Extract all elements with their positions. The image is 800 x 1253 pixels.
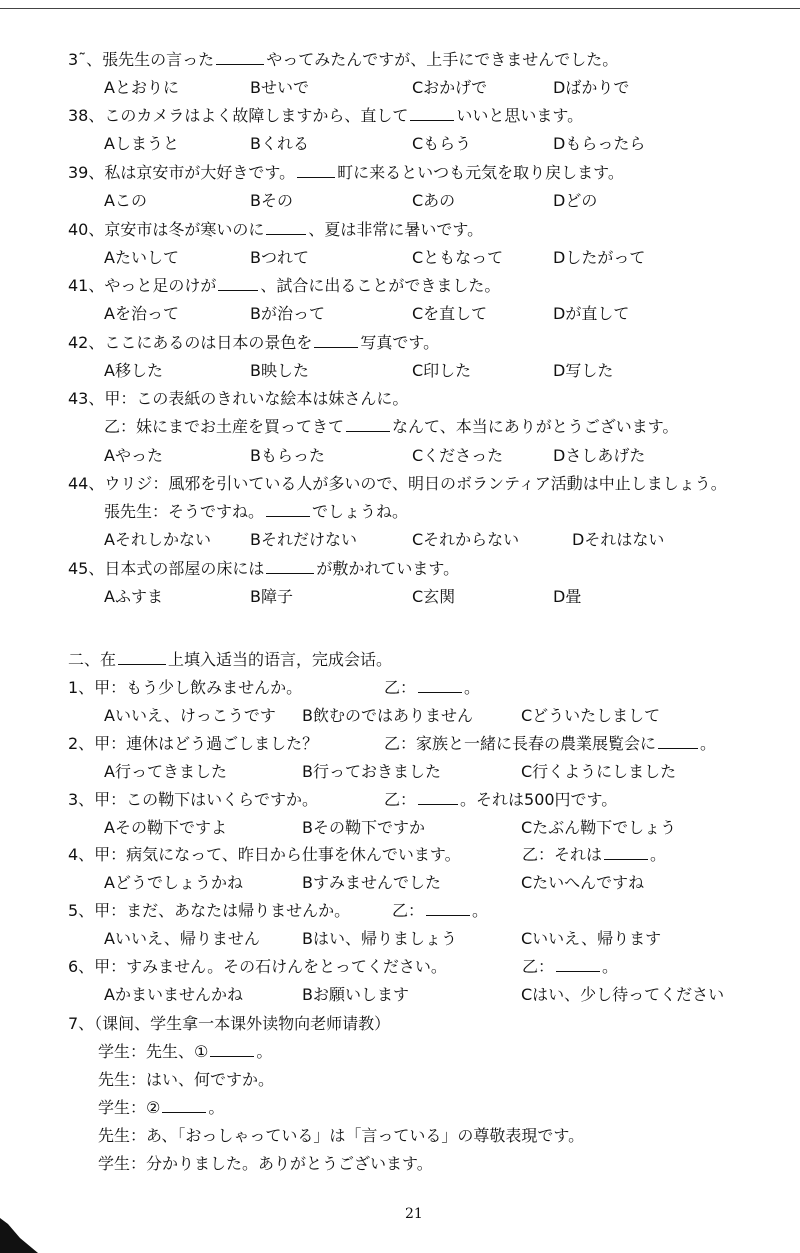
options-44 — [0, 527, 800, 551]
option-a[interactable]: Aどうでしょうかね — [104, 873, 243, 892]
dialog-3-reply: 乙： 。それは500円です。 — [384, 790, 618, 809]
dialog-4-reply: 乙：それは 。 — [522, 845, 667, 864]
option-b[interactable]: Bせいで — [250, 78, 309, 97]
section-2-heading: 二、在 上填入适当的语言，完成会话。 — [68, 650, 393, 669]
option-b[interactable]: Bその — [250, 191, 293, 210]
option-d[interactable]: Dさしあげた — [553, 446, 646, 465]
option-d[interactable]: Dしたがって — [553, 248, 646, 267]
option-d[interactable]: Dどの — [553, 191, 598, 210]
answer-blank[interactable] — [346, 416, 390, 432]
option-c[interactable]: Cどういたしまして — [521, 706, 661, 725]
question-38: 38、このカメラはよく故障しますから、直して いいと思います。 — [68, 106, 584, 125]
answer-blank[interactable] — [418, 677, 462, 693]
option-b[interactable]: B障子 — [250, 587, 293, 606]
question-45: 45、日本式の部屋の床には が敷かれています。 — [68, 559, 460, 578]
option-c[interactable]: Cはい、少し待ってください — [521, 985, 725, 1004]
option-c[interactable]: Cもらう — [412, 134, 472, 153]
dialog-7-line-5: 学生：分かりました。ありがとうございます。 — [98, 1154, 433, 1173]
option-a[interactable]: Aいいえ、帰りません — [104, 929, 260, 948]
question-39: 39、私は京安市が大好きです。 町に来るといつも元気を取り戻します。 — [68, 163, 624, 182]
answer-blank[interactable] — [556, 956, 600, 972]
option-a[interactable]: Aたいして — [104, 248, 179, 267]
option-d[interactable]: Dもらったら — [553, 134, 646, 153]
dialog-7-line-3: 学生：② 。 — [98, 1098, 225, 1117]
option-b[interactable]: Bもらった — [250, 446, 325, 465]
answer-blank[interactable] — [658, 733, 698, 749]
question-44: 44、ウリジ：風邪を引いている人が多いので、明日のボランティア活動は中止しましょう。 — [68, 474, 727, 493]
option-a[interactable]: Aやった — [104, 446, 163, 465]
question-43: 43、甲：この表紙のきれいな絵本は妹さんに。 — [68, 389, 409, 408]
option-c[interactable]: Cたいへんですね — [521, 873, 645, 892]
question-40: 40、京安市は冬が寒いのに 、夏は非常に暑いです。 — [68, 220, 484, 239]
scan-edge-mark — [0, 1210, 40, 1253]
option-c[interactable]: Cおかげで — [412, 78, 488, 97]
dialog-3-options — [0, 815, 800, 839]
dialog-2-reply: 乙：家族と一緒に長春の農業展覧会に 。 — [384, 734, 717, 753]
option-a[interactable]: Aその靿下ですよ — [104, 818, 227, 837]
dialog-5-reply: 乙： 。 — [392, 901, 489, 920]
dialog-5-options — [0, 926, 800, 950]
dialog-6-options — [0, 982, 800, 1006]
option-b[interactable]: B飲むのではありません — [302, 706, 473, 725]
option-b[interactable]: Bが治って — [250, 304, 325, 323]
option-c[interactable]: C行くようにしました — [521, 762, 677, 781]
option-a[interactable]: Aいいえ、けっこうです — [104, 706, 276, 725]
option-a[interactable]: Aふすま — [104, 587, 163, 606]
option-c[interactable]: Cともなって — [412, 248, 504, 267]
option-a[interactable]: Aこの — [104, 191, 147, 210]
options-39 — [0, 188, 800, 212]
option-b[interactable]: B映した — [250, 361, 309, 380]
dialog-3: 3、甲：この靿下はいくらですか。 — [68, 790, 319, 809]
option-a[interactable]: Aかまいませんかね — [104, 985, 243, 1004]
question-44-reply: 張先生：そうですね。 でしょうね。 — [104, 502, 409, 521]
answer-blank-1[interactable] — [210, 1041, 254, 1057]
question-41: 41、やっと足のけが 、試合に出ることができました。 — [68, 276, 501, 295]
options-37 — [0, 75, 800, 99]
option-c[interactable]: Cを直して — [412, 304, 488, 323]
dialog-1: 1、甲：もう少し飲みませんか。 — [68, 678, 303, 697]
options-38 — [0, 131, 800, 155]
page-number: 21 — [405, 1206, 423, 1222]
answer-blank[interactable] — [266, 558, 314, 574]
answer-blank[interactable] — [218, 275, 258, 291]
dialog-7-line-2: 先生：はい、何ですか。 — [98, 1070, 275, 1089]
options-40 — [0, 245, 800, 269]
option-a[interactable]: A移した — [104, 361, 163, 380]
option-c[interactable]: C印した — [412, 361, 472, 380]
dialog-6: 6、甲：すみません。その石けんをとってください。 — [68, 957, 447, 976]
dialog-7-line-4: 先生：あ、「おっしゃっている」は「言っている」の尊敬表現です。 — [98, 1126, 585, 1145]
option-b[interactable]: Bそれだけない — [250, 530, 357, 549]
question-43-reply: 乙：妹にまでお土産を買ってきて なんて、本当にありがとうございます。 — [104, 417, 679, 436]
answer-blank[interactable] — [314, 332, 358, 348]
options-42 — [0, 358, 800, 382]
dialog-4: 4、甲：病気になって、昨日から仕事を休んでいます。 — [68, 845, 461, 864]
heading-blank — [118, 649, 166, 665]
option-c[interactable]: Cくださった — [412, 446, 504, 465]
options-43 — [0, 443, 800, 467]
option-d[interactable]: D畳 — [553, 587, 582, 606]
option-d[interactable]: Dそれはない — [572, 530, 665, 549]
answer-blank[interactable] — [604, 844, 648, 860]
answer-blank-2[interactable] — [162, 1097, 206, 1113]
answer-blank[interactable] — [266, 501, 310, 517]
option-a[interactable]: Aそれしかない — [104, 530, 211, 549]
question-42: 42、ここにあるのは日本の景色を 写真です。 — [68, 333, 440, 352]
dialog-6-reply: 乙： 。 — [522, 957, 619, 976]
options-45 — [0, 584, 800, 608]
dialog-2: 2、甲：連休はどう過ごしました？ — [68, 734, 319, 753]
option-c[interactable]: Cいいえ、帰ります — [521, 929, 662, 948]
dialog-1-reply: 乙： 。 — [384, 678, 481, 697]
option-d[interactable]: Dばかりで — [553, 78, 630, 97]
option-c[interactable]: Cたぶん靿下でしょう — [521, 818, 677, 837]
answer-blank[interactable] — [418, 789, 458, 805]
option-a[interactable]: Aを治って — [104, 304, 179, 323]
dialog-2-options — [0, 759, 800, 783]
dialog-1-options — [0, 703, 800, 727]
option-c[interactable]: Cあの — [412, 191, 456, 210]
top-rule — [0, 8, 800, 9]
question-37: 3˜、張先生の言った やってみたんですが、上手にできませんでした。 — [68, 50, 619, 69]
option-c[interactable]: C玄関 — [412, 587, 456, 606]
option-a[interactable]: Aとおりに — [104, 78, 179, 97]
answer-blank[interactable] — [410, 105, 454, 121]
option-c[interactable]: Cそれからない — [412, 530, 520, 549]
option-b[interactable]: Bすみませんでした — [302, 873, 441, 892]
dialog-7-line-1: 学生：先生、① 。 — [98, 1042, 273, 1061]
answer-blank[interactable] — [266, 219, 306, 235]
dialog-7-title: 7、（课间、学生拿一本课外读物向老师请教） — [68, 1014, 391, 1033]
option-b[interactable]: Bくれる — [250, 134, 309, 153]
options-41 — [0, 301, 800, 325]
option-d[interactable]: Dが直して — [553, 304, 630, 323]
answer-blank[interactable] — [216, 49, 264, 65]
answer-blank[interactable] — [426, 900, 470, 916]
dialog-4-options — [0, 870, 800, 894]
option-b[interactable]: Bその靿下ですか — [302, 818, 425, 837]
option-a[interactable]: A行ってきました — [104, 762, 227, 781]
option-b[interactable]: Bはい、帰りましょう — [302, 929, 457, 948]
option-d[interactable]: D写した — [553, 361, 614, 380]
answer-blank[interactable] — [297, 162, 335, 178]
option-b[interactable]: Bつれて — [250, 248, 309, 267]
option-a[interactable]: Aしまうと — [104, 134, 179, 153]
option-b[interactable]: B行っておきました — [302, 762, 441, 781]
dialog-5: 5、甲：まだ、あなたは帰りませんか。 — [68, 901, 351, 920]
option-b[interactable]: Bお願いします — [302, 985, 409, 1004]
